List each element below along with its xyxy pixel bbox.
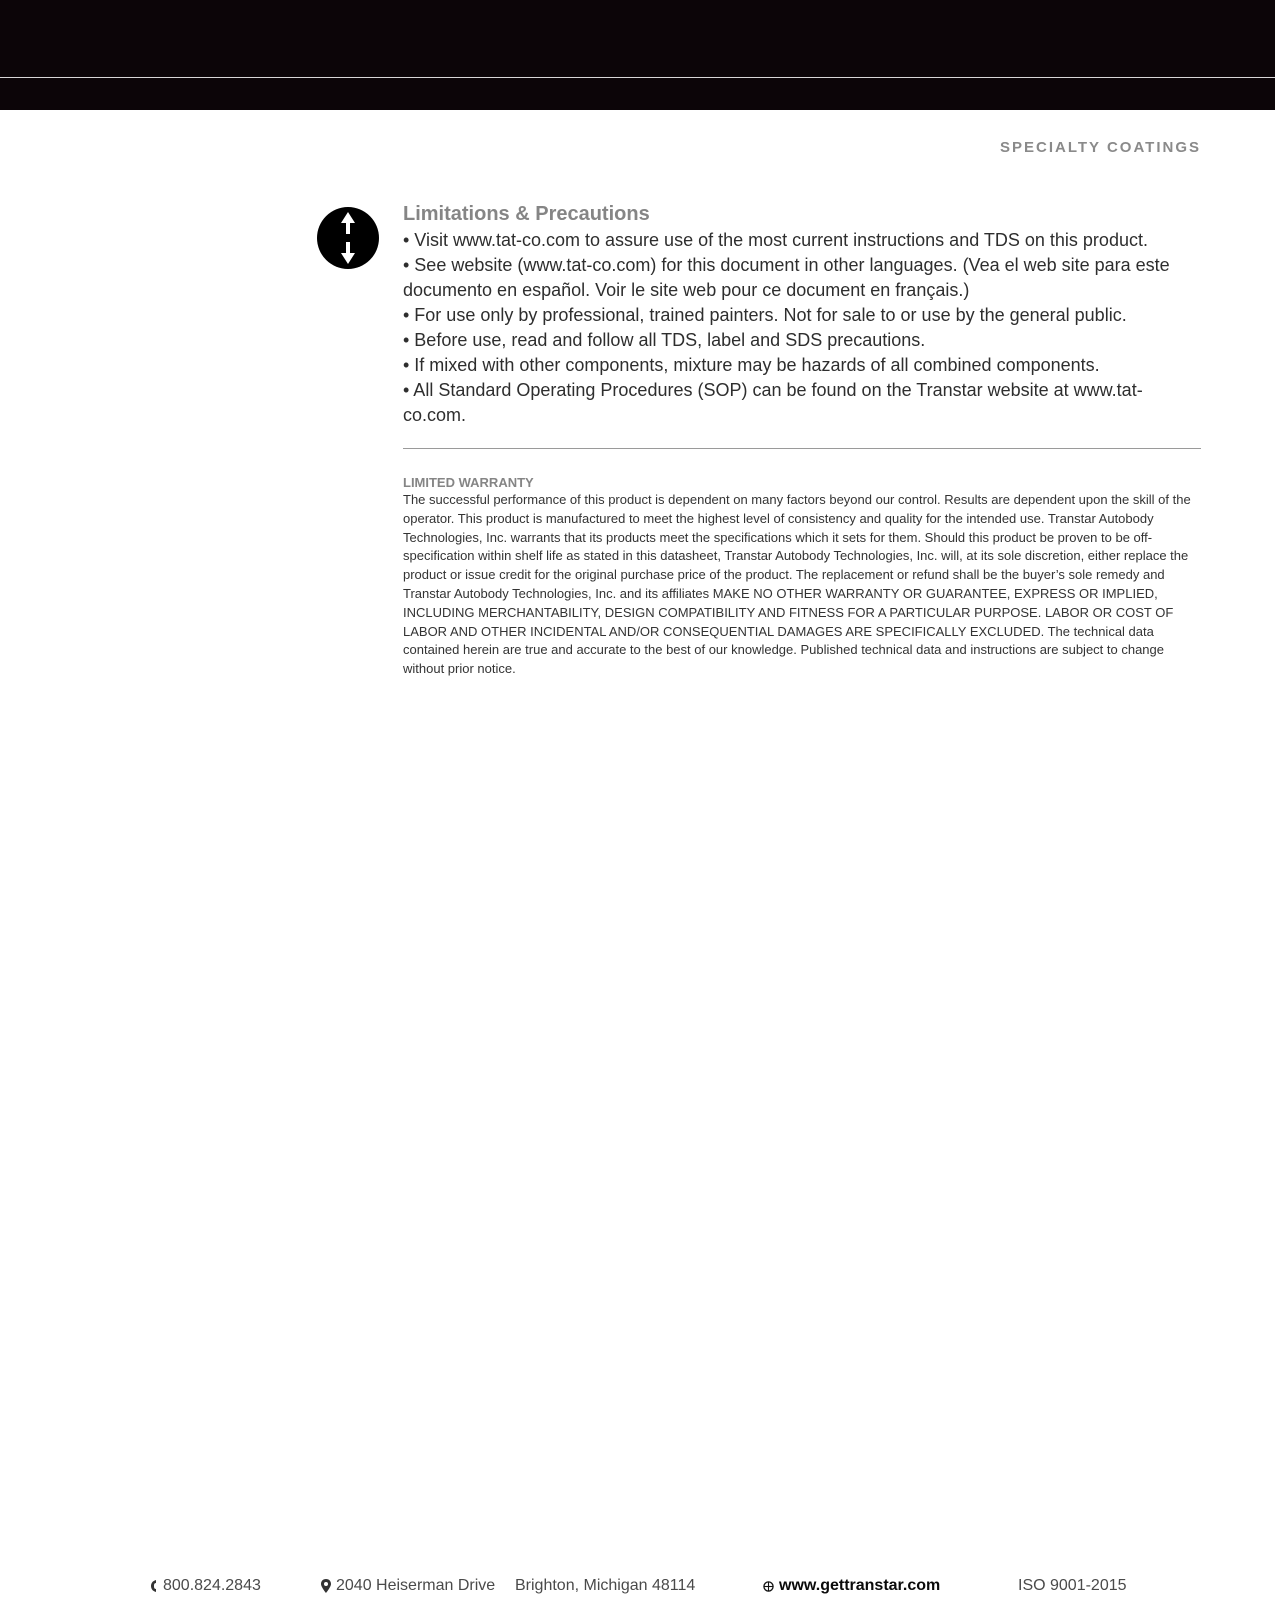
city-address: Brighton, Michigan 48114	[515, 1577, 696, 1594]
limitations-title: Limitations & Precautions	[403, 203, 650, 225]
footer-certification	[1018, 1577, 1127, 1595]
category-label: SPECIALTY COATINGS	[999, 139, 1201, 156]
footer-address	[321, 1577, 495, 1595]
footer	[0, 1577, 1275, 1597]
footer-phone	[150, 1577, 261, 1595]
section-divider	[403, 448, 1201, 449]
list-item: • For use only by professional, trained painters. Not for sale to or use by the general public.	[403, 305, 1127, 325]
list-item: • See website (www.tat-co.com) for this document in other languages. (Vea el web site para este documento en español. Voir le site web pour ce document en français.)	[403, 255, 1170, 300]
website-link[interactable]: www.gettranstar.com	[779, 1577, 941, 1594]
location-pin-icon	[321, 1579, 331, 1593]
list-item: • Visit www.tat-co.com to assure use of the most current instructions and TDS on this product.	[403, 230, 1148, 250]
footer-city	[515, 1577, 695, 1595]
up-down-arrows-icon	[316, 206, 380, 270]
phone-number: 800.824.2843	[163, 1577, 261, 1594]
list-item: • All Standard Operating Procedures (SOP) can be found on the Transtar website at www.tat-co.com.	[403, 380, 1143, 425]
limitations-list	[403, 228, 1201, 428]
footer-website	[763, 1577, 940, 1595]
header-band	[0, 0, 1275, 110]
warranty-title: LIMITED WARRANTY	[403, 475, 534, 490]
street-address: 2040 Heiserman Drive	[336, 1577, 496, 1594]
list-item: • If mixed with other components, mixture may be hazards of all combined components.	[403, 355, 1100, 375]
warranty-body: The successful performance of this product is dependent on many factors beyond our control. Results are dependent upon the skill of the operator. This product is manufactured to meet the highest level of consistency and quality for the intended use. Transtar Autobody Technologies, Inc. warrants that its products meet the specifications which it sets for them. Should this product be proven to be off-specification within shelf life as stated in this datasheet, Transtar Autobody Technologies, Inc. will, at its sole discretion, either replace the product or issue credit for the original purchase price of the product. The replacement or refund shall be the buyer’s sole remedy and Transtar Autobody Technologies, Inc. and its affiliates MAKE NO OTHER WARRANTY OR GUARANTEE, EXPRESS OR IMPLIED, INCLUDING MERCHANTABILITY, DESIGN COMPATIBILITY AND FITNESS FOR A PARTICULAR PURPOSE. LABOR OR COST OF LABOR AND OTHER INCIDENTAL AND/OR CONSEQUENTIAL DAMAGES ARE SPECIFICALLY EXCLUDED. The technical data contained herein are true and accurate to the best of our knowledge. Published technical data and instructions are subject to change without prior notice.	[403, 492, 1191, 677]
limitations-section	[403, 201, 1201, 679]
globe-icon	[763, 1581, 774, 1592]
header-rule	[0, 77, 1275, 78]
iso-certification: ISO 9001-2015	[1018, 1577, 1127, 1594]
list-item: • Before use, read and follow all TDS, label and SDS precautions.	[403, 330, 926, 350]
phone-icon	[150, 1579, 158, 1593]
